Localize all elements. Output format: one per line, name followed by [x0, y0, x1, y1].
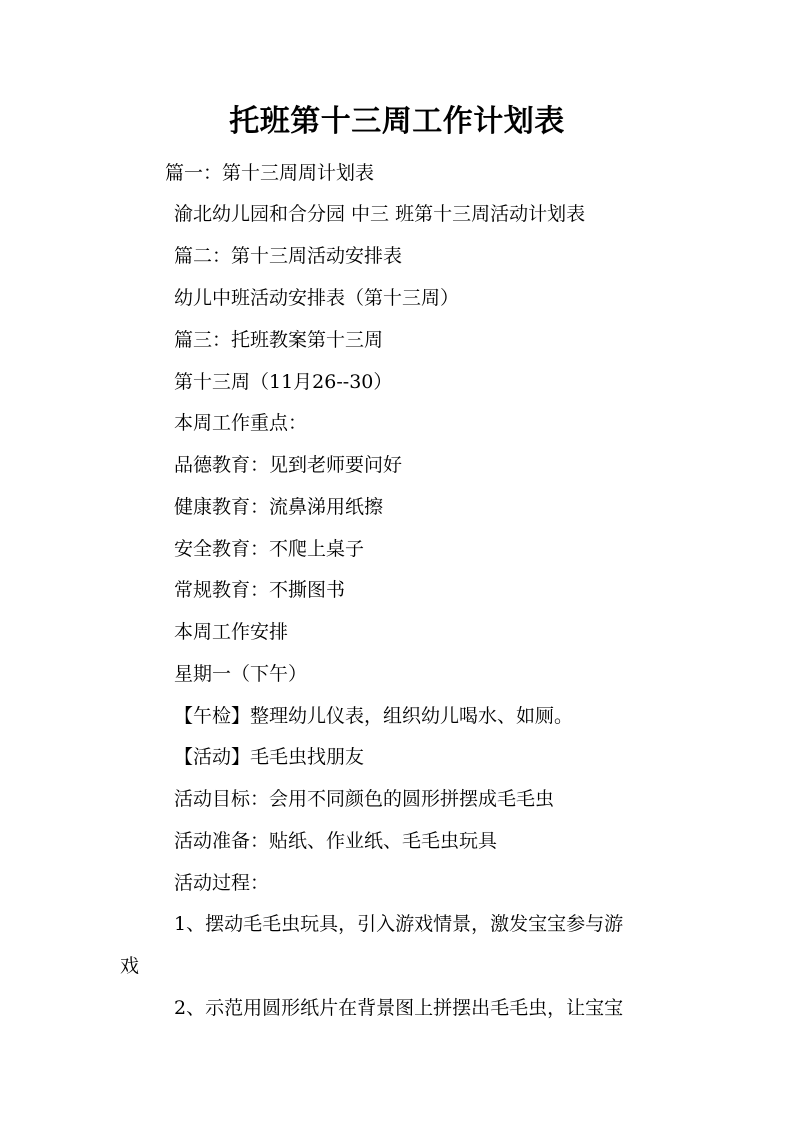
section-heading-2: 篇二：第十三周活动安排表: [174, 245, 403, 267]
section-heading-1: 篇一：第十三周周计划表: [165, 162, 375, 184]
paragraph-line: 健康教育：流鼻涕用纸擦: [174, 496, 384, 518]
paragraph-line: 幼儿中班活动安排表（第十三周）: [174, 287, 460, 309]
week-dates: 第十三周（11月26--30）: [174, 371, 393, 393]
paragraph-line: 品德教育：见到老师要问好: [174, 454, 403, 476]
paragraph-line: 活动目标：会用不同颜色的圆形拼摆成毛毛虫: [174, 788, 555, 810]
paragraph-line: 戏: [120, 955, 140, 977]
paragraph-line: 常规教育：不撕图书: [174, 579, 346, 601]
paragraph-line: 【午检】整理幼儿仪表，组织幼儿喝水、如厕。: [174, 705, 574, 727]
paragraph-line: 星期一（下午）: [174, 663, 308, 685]
paragraph-line: 本周工作安排: [174, 621, 289, 643]
paragraph-line: 【活动】毛毛虫找朋友: [174, 746, 365, 768]
paragraph-line: 活动过程：: [174, 872, 270, 894]
paragraph-line: 活动准备：贴纸、作业纸、毛毛虫玩具: [174, 830, 498, 852]
paragraph-line: 安全教育：不爬上桌子: [174, 538, 365, 560]
section-heading-3: 篇三：托班教案第十三周: [174, 329, 384, 351]
paragraph-line: 1、摆动毛毛虫玩具，引入游戏情景，激发宝宝参与游: [174, 913, 624, 935]
document-title: 托班第十三周工作计划表: [229, 104, 565, 139]
paragraph-line: 本周工作重点：: [174, 412, 308, 434]
paragraph-line: 渝北幼儿园和合分园 中三 班第十三周活动计划表: [174, 203, 586, 225]
paragraph-line: 2、示范用圆形纸片在背景图上拼摆出毛毛虫，让宝宝: [174, 997, 624, 1019]
